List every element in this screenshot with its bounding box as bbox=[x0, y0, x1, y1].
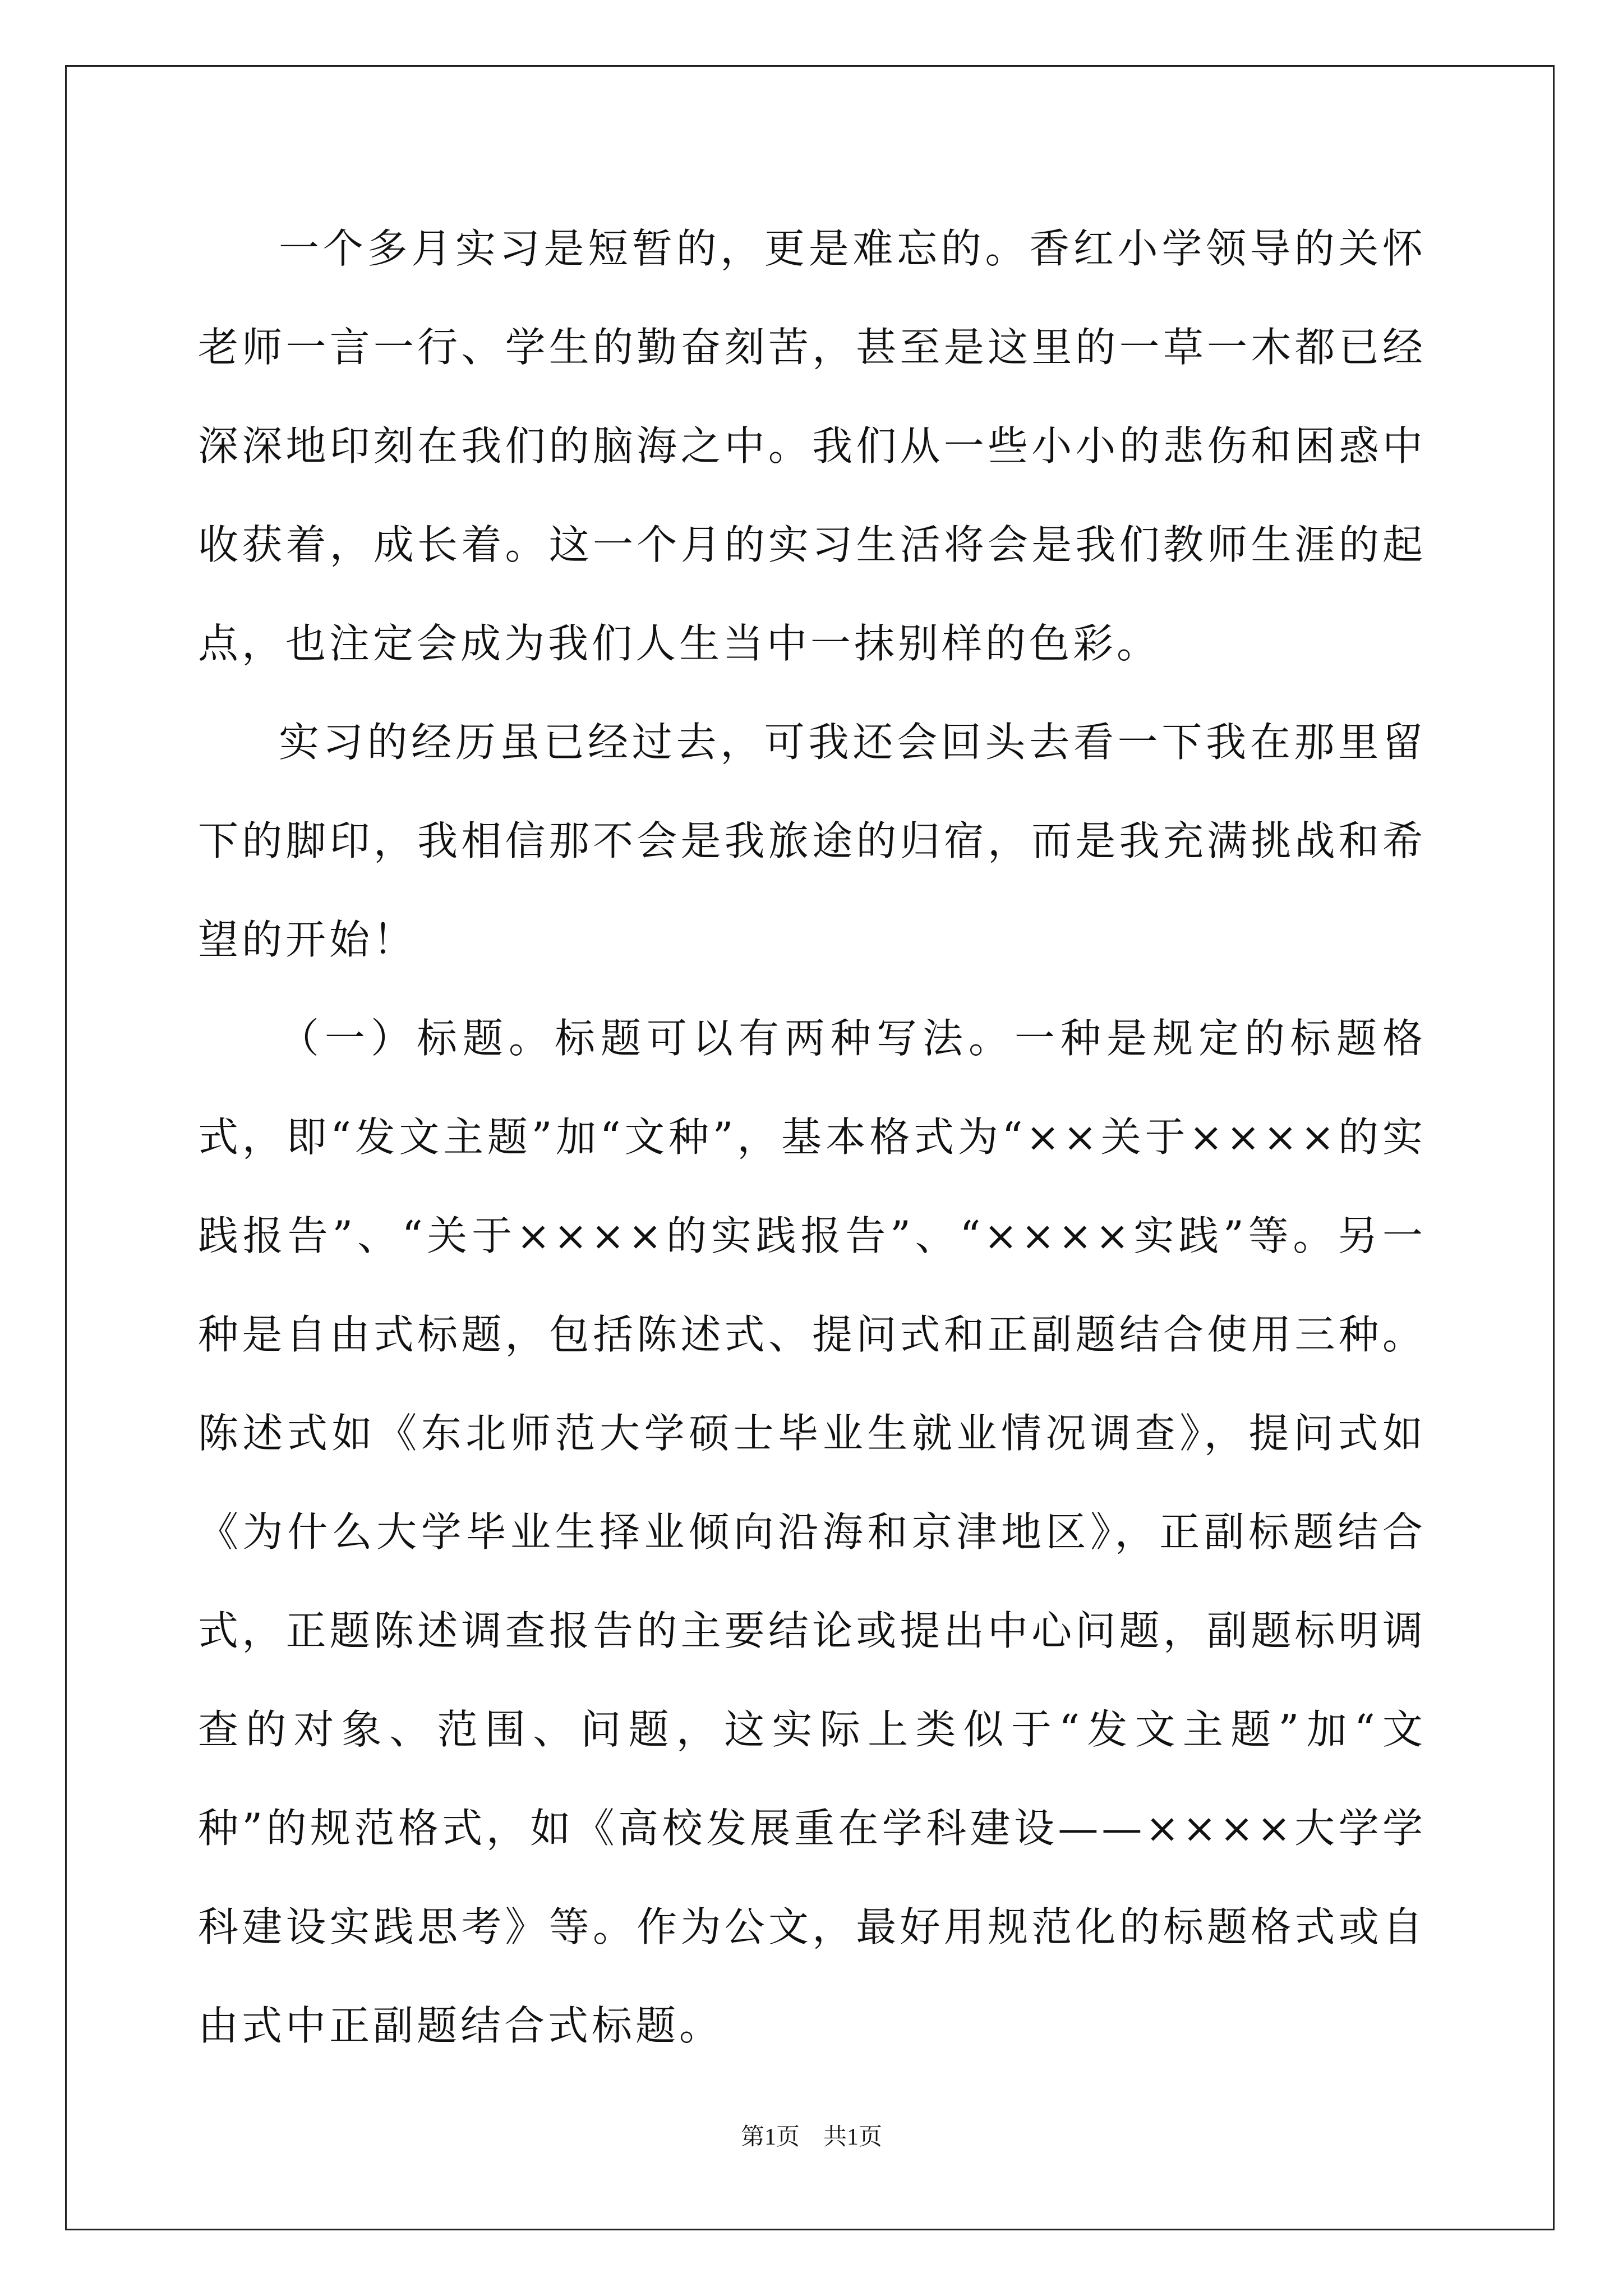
page-number-footer: 第1页 共1页 bbox=[740, 2124, 882, 2150]
document-body bbox=[198, 199, 1426, 2075]
paragraph-internship-reflection: 一个多月实习是短暂的，更是难忘的。香红小学领导的关怀老师一言一行、学生的勤奋刻苦，甚至是这里的一草一木都已经深深地印刻在我们的脑海之中。我们从一些小小的悲伤和困惑中收获着，成长着。这一个月的实习生活将会是我们教师生涯的起点，也注定会成为我们人生当中一抹别样的色彩。 bbox=[198, 225, 1426, 667]
paragraph-title-format: （一）标题。标题可以有两种写法。一种是规定的标题格式，即“发文主题”加“文种”，基本格式为“××关于××××的实践报告”、“关于××××的实践报告”、“××××实践”等。另一种是自由式标题，包括陈述式、提问式和正副题结合使用三种。陈述式如《东北师范大学硕士毕业生就业情况调查》，提问式如《为什么大学毕业生择业倾向沿海和京津地区》，正副标题结合式，正题陈述调查报告的主要结论或提出中心问题，副题标明调查的对象、范围、问题，这实际上类似于“发文主题”加“文种”的规范格式，如《高校发展重在学科建设——××××大学学科建设实践思考》等。作为公文，最好用规范化的标题格式或自由式中正副题结合式标题。 bbox=[198, 1015, 1426, 2049]
paragraph-internship-conclusion: 实习的经历虽已经过去，可我还会回头去看一下我在那里留下的脚印，我相信那不会是我旅途的归宿，而是我充满挑战和希望的开始！ bbox=[198, 719, 1426, 963]
